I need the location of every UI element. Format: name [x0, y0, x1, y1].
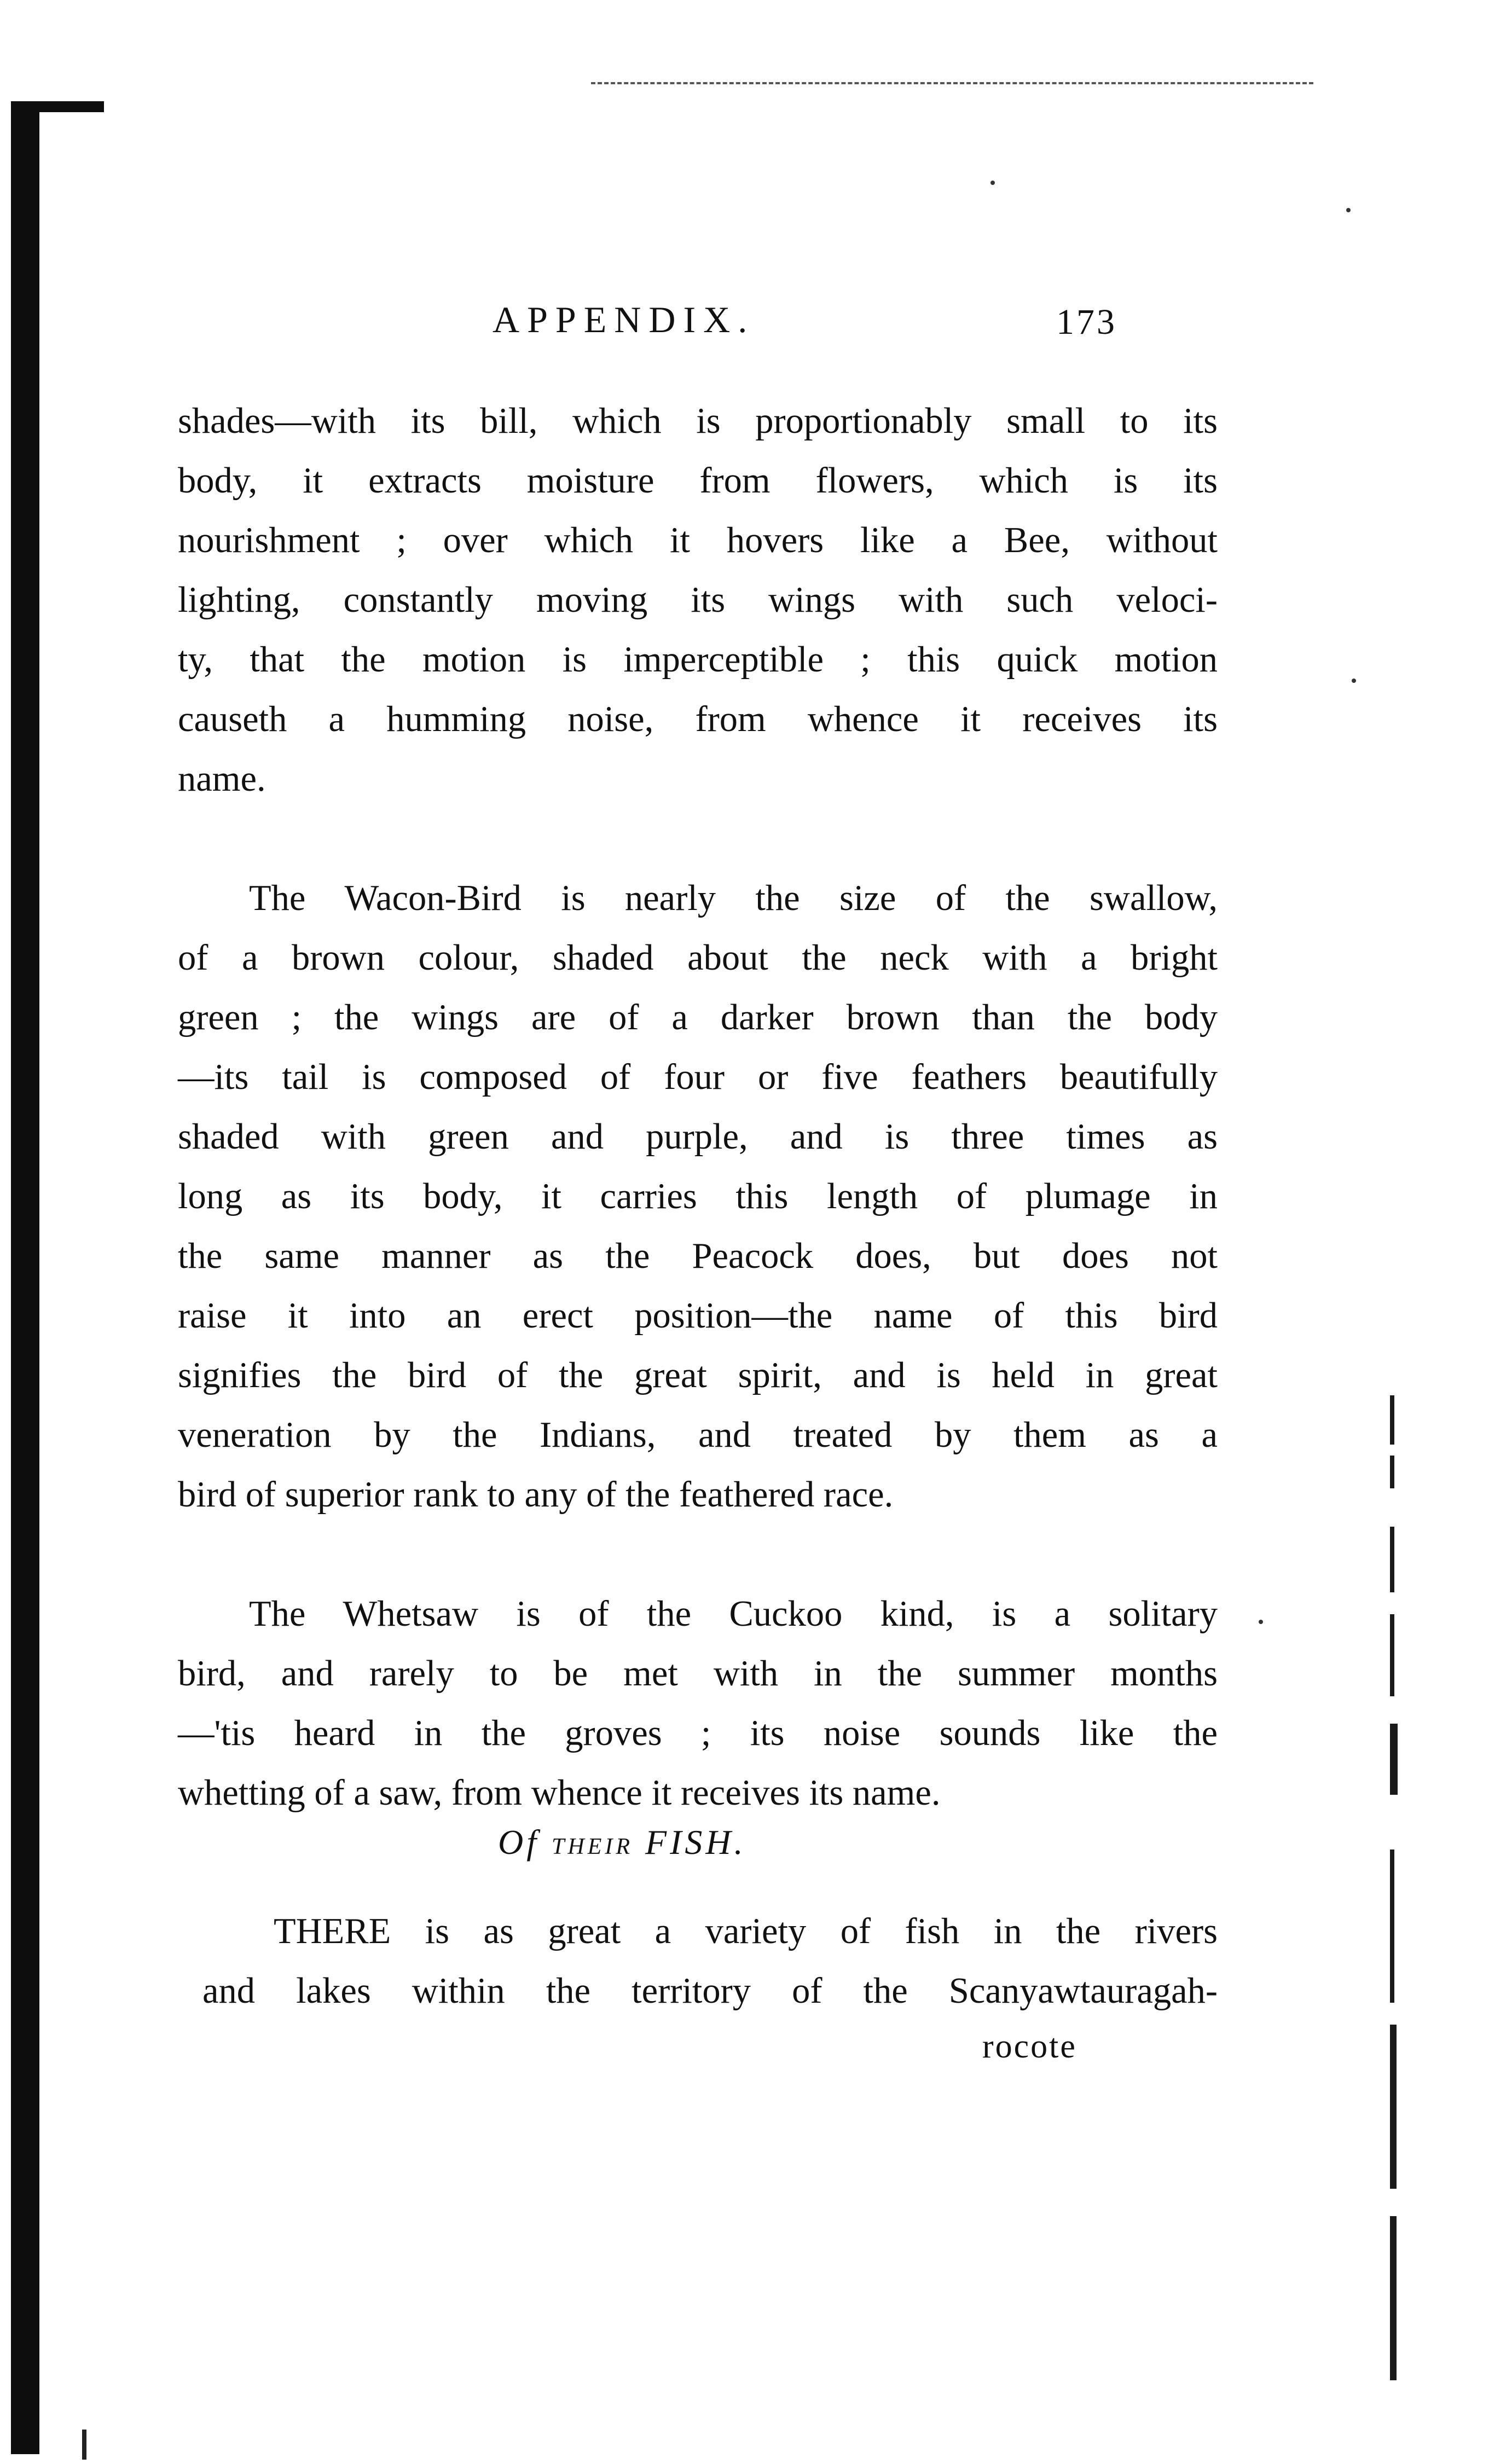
text-line: of a brown colour, shaded about the neck with a bright [178, 938, 1218, 978]
heading-main: FISH. [645, 1823, 746, 1862]
scan-speck [1352, 679, 1356, 683]
text-line: The Whetsaw is of the Cuckoo kind, is a solitary [249, 1594, 1218, 1634]
running-title: APPENDIX. [493, 299, 755, 340]
text-line: whetting of a saw, from whence it receives its name. [178, 1773, 941, 1813]
text-line: The Wacon-Bird is nearly the size of the swallow, [249, 878, 1218, 918]
binding-mark [82, 2430, 86, 2460]
scan-artefact [1390, 1614, 1394, 1696]
text-line: signifies the bird of the great spirit, and is held in great [178, 1355, 1218, 1395]
text-line: name. [178, 759, 266, 799]
scan-artefact [1390, 1395, 1394, 1445]
scan-artefact [1390, 2216, 1397, 2380]
text-line: and lakes within the territory of the Scanyawtauragah- [202, 1971, 1218, 2011]
running-head [164, 298, 1204, 347]
scan-speck [1259, 1620, 1263, 1624]
paragraph-wacon-bird [178, 868, 1218, 1524]
text-line: THERE is as great a variety of fish in the rivers [274, 1911, 1218, 1951]
scan-artefact [1390, 1527, 1394, 1592]
scan-artefact [1390, 1850, 1394, 2003]
paragraph-hummingbird [178, 391, 1218, 809]
paragraph-whetsaw [178, 1584, 1218, 1823]
scan-speck [1346, 208, 1351, 212]
text-line: ty, that the motion is imperceptible ; this quick motion [178, 640, 1218, 680]
text-line: shades—with its bill, which is proportionably small to its [178, 401, 1218, 441]
text-line: —'tis heard in the groves ; its noise sounds like the [178, 1713, 1218, 1753]
text-line: shaded with green and purple, and is three times as [178, 1117, 1218, 1157]
scan-speck [990, 181, 995, 185]
text-line: lighting, constantly moving its wings with such veloci- [178, 580, 1218, 620]
scan-artefact [1390, 1724, 1398, 1795]
text-line: nourishment ; over which it hovers like a Bee, without [178, 520, 1218, 560]
binding-edge-top [11, 101, 104, 112]
paragraph-fish [202, 1901, 1218, 2021]
text-line: long as its body, it carries this length of plumage in [178, 1176, 1218, 1216]
scan-top-rule [591, 82, 1313, 84]
text-line: green ; the wings are of a darker brown than the body [178, 998, 1218, 1037]
text-line: veneration by the Indians, and treated by them as a [178, 1415, 1218, 1455]
heading-small-caps: THEIR [552, 1834, 633, 1859]
heading-prefix: Of [498, 1823, 540, 1862]
text-line: the same manner as the Peacock does, but does not [178, 1236, 1218, 1276]
scan-artefact [1390, 2025, 1397, 2189]
text-line: causeth a humming noise, from whence it receives its [178, 699, 1218, 739]
text-line: bird of superior rank to any of the feathered race. [178, 1475, 894, 1515]
text-line: body, it extracts moisture from flowers, which is its [178, 461, 1218, 501]
scan-artefact [1390, 1456, 1394, 1488]
section-heading [498, 1822, 746, 1863]
binding-edge [11, 101, 39, 2454]
catchword: rocote [982, 2028, 1077, 2065]
text-line: bird, and rarely to be met with in the summer months [178, 1654, 1218, 1694]
body-text [178, 391, 1218, 1823]
page-number: 173 [1056, 302, 1117, 342]
text-line: raise it into an erect position—the name of this bird [178, 1296, 1218, 1336]
text-line: —its tail is composed of four or five feathers beautifully [178, 1057, 1218, 1097]
